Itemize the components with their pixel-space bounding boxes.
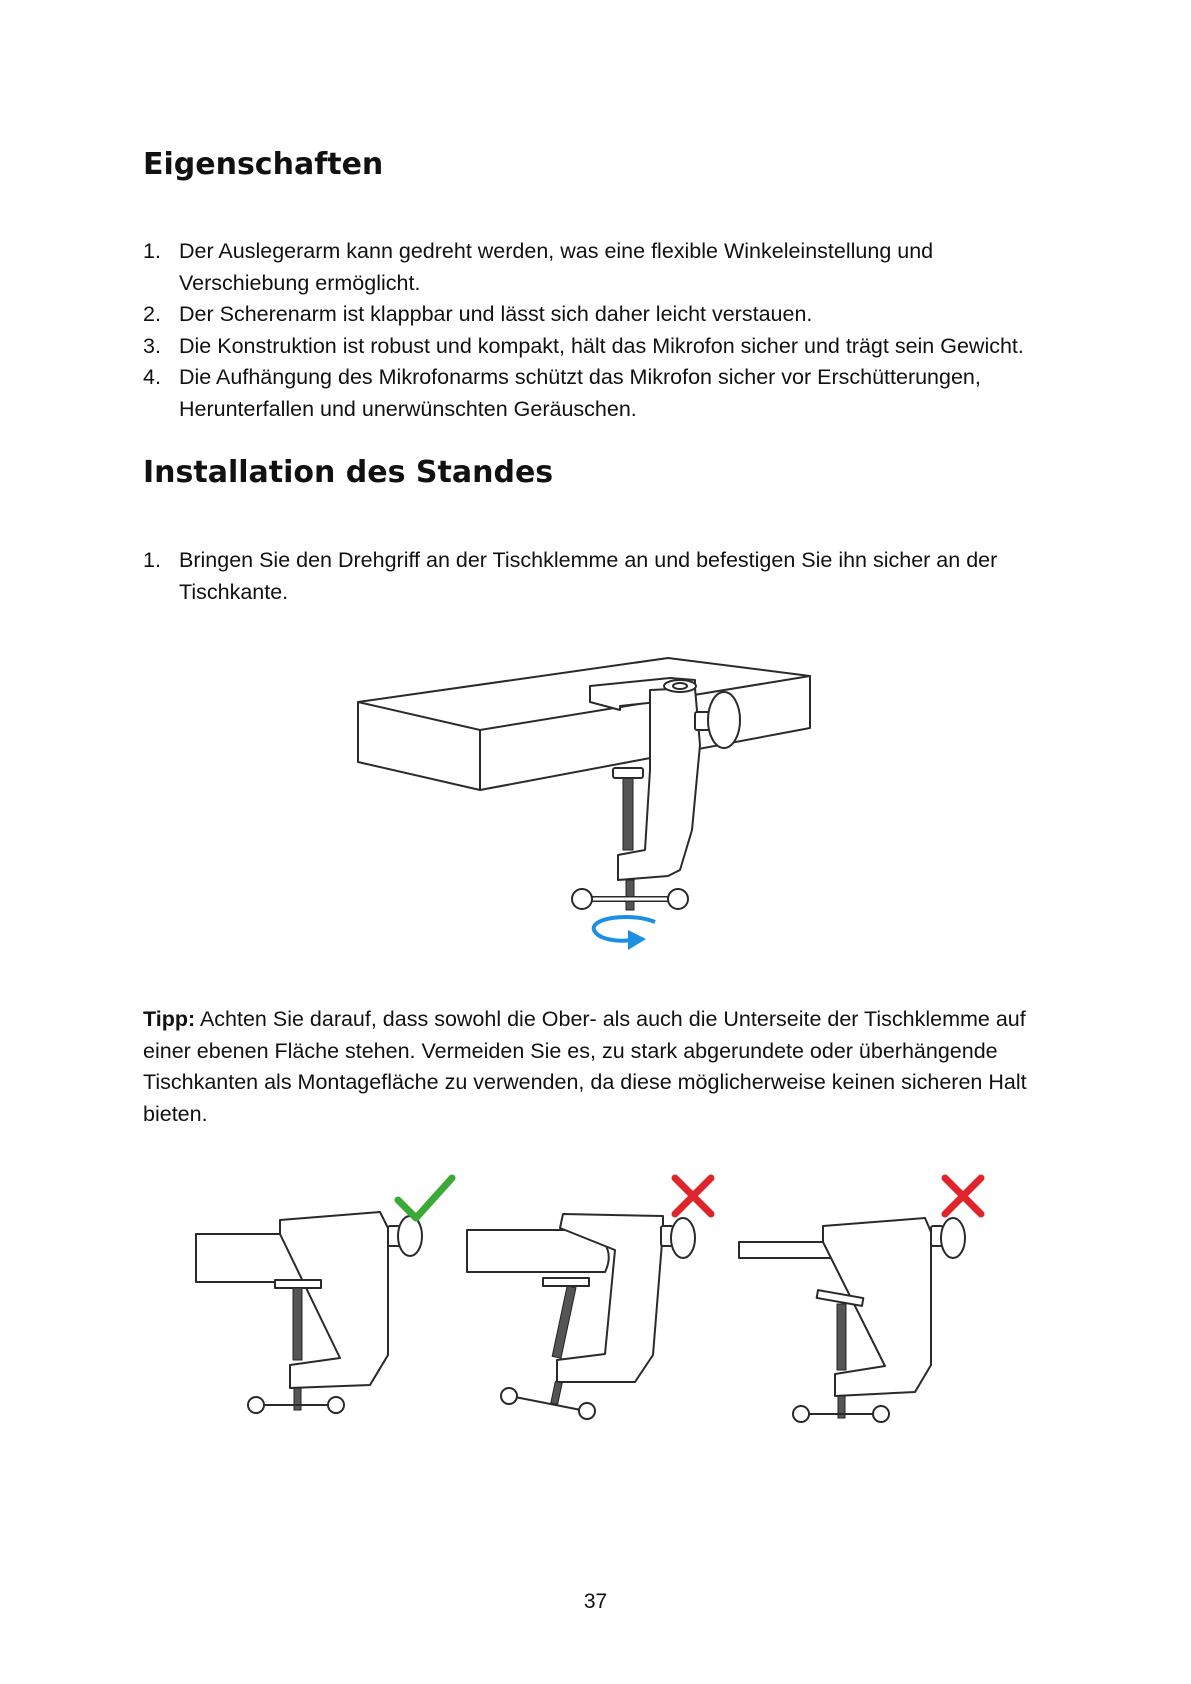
list-text: Der Scherenarm ist klappbar und lässt sich daher leicht verstauen.	[179, 302, 813, 326]
page-number: 37	[583, 1590, 608, 1613]
list-number: 1.	[143, 548, 161, 572]
check-icon	[398, 1178, 452, 1218]
cross-icon	[945, 1178, 981, 1214]
list-text: Die Konstruktion ist robust und kompakt, hält das Mikrofon sicher und trägt sein Gewicht.	[179, 333, 1024, 358]
section-title-installation: Installation des Standes	[143, 455, 554, 490]
list-item	[143, 236, 1063, 299]
list-number: 3.	[143, 333, 161, 358]
section-title-eigenschaften: Eigenschaften	[143, 147, 384, 182]
cross-icon	[675, 1178, 711, 1214]
list-item	[143, 362, 1063, 425]
list-text: Bringen Sie den Drehgriff an der Tischklemme an und befestigen Sie ihn sicher an der Tischkante.	[179, 548, 998, 604]
clamp-example-rounded-edge	[465, 1160, 745, 1420]
list-number: 2.	[143, 302, 161, 326]
list-item	[143, 331, 1063, 363]
features-list	[143, 236, 1063, 425]
tip-text: Achten Sie darauf, dass sowohl die Ober- als auch die Unterseite der Tischklemme auf einer ebenen Fläche stehen. Vermeiden Sie es, zu stark abgerundete oder überhängende Tischkanten als Montagefläche zu verwenden, da diese möglicherweise keinen sicheren Halt bieten.	[143, 1007, 1027, 1126]
list-text: Der Auslegerarm kann gedreht werden, was eine flexible Winkeleinstellung und Verschiebung ermöglicht.	[179, 239, 934, 295]
table-clamp-illustration	[350, 650, 820, 960]
clamp-example-flat-edge	[190, 1160, 470, 1420]
list-item	[143, 299, 1063, 331]
tip-paragraph	[143, 1004, 1048, 1130]
list-number: 1.	[143, 239, 161, 263]
installation-steps	[143, 545, 1063, 608]
list-item	[143, 545, 1063, 608]
tip-label: Tipp:	[143, 1007, 196, 1031]
list-number: 4.	[143, 365, 161, 389]
clamp-example-overhanging-edge	[735, 1160, 1015, 1430]
list-text: Die Aufhängung des Mikrofonarms schützt das Mikrofon sicher vor Erschütterungen, Herunterfallen und unerwünschten Geräuschen.	[179, 365, 981, 421]
